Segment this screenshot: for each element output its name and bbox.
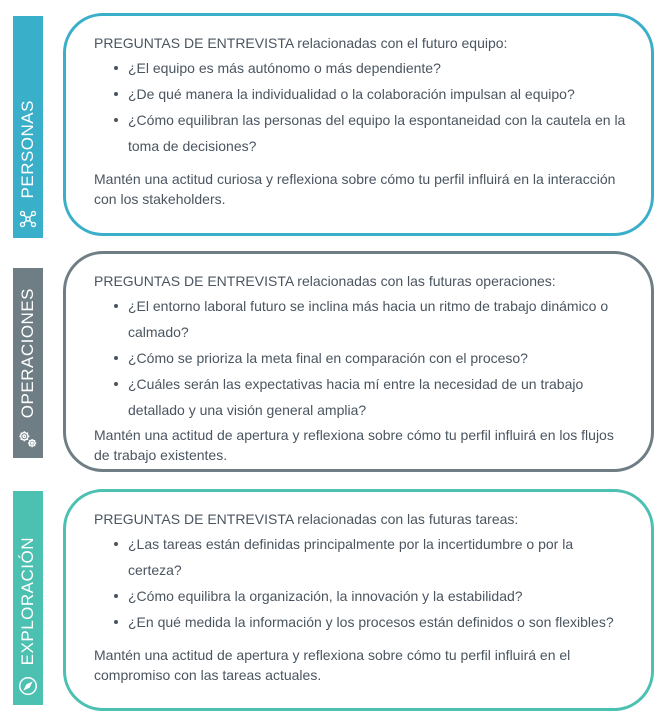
intro-text: PREGUNTAS DE ENTREVISTA relacionadas con las futuras operaciones: <box>94 273 556 289</box>
question-list <box>94 55 627 159</box>
list-item: ¿Cómo se prioriza la meta final en comparación con el proceso? <box>114 345 627 371</box>
list-item: ¿El equipo es más autónomo o más dependiente? <box>114 55 627 81</box>
tab-label-operaciones: OPERACIONES <box>18 287 37 418</box>
list-item: ¿Cuáles serán las expectativas hacia mí entre la necesidad de un trabajo detallado y una visión general amplia? <box>114 371 627 423</box>
card-personas <box>63 13 654 236</box>
intro-text: PREGUNTAS DE ENTREVISTA relacionadas con el futuro equipo: <box>94 35 508 51</box>
list-item: ¿De qué manera la individualidad o la colaboración impulsan al equipo? <box>114 81 627 107</box>
closing-text: Mantén una actitud curiosa y reflexiona sobre cómo tu perfil influirá en la interacción con los stakeholders. <box>94 170 616 207</box>
list-item: ¿Las tareas están definidas principalmente por la incertidumbre o por la certeza? <box>114 531 627 583</box>
people-network-icon <box>17 208 39 230</box>
intro-text: PREGUNTAS DE ENTREVISTA relacionadas con las futuras tareas: <box>94 511 519 527</box>
gears-icon <box>17 428 39 450</box>
tab-operaciones <box>13 268 43 458</box>
list-item: ¿El entorno laboral futuro se inclina más hacia un ritmo de trabajo dinámico o calmado? <box>114 293 627 345</box>
compass-icon <box>17 675 39 697</box>
tab-label-personas: PERSONAS <box>18 99 37 198</box>
card-exploracion <box>63 489 654 711</box>
list-item: ¿Cómo equilibran las personas del equipo la espontaneidad con la cautela en la toma de decisiones? <box>114 107 627 159</box>
question-list <box>94 531 627 635</box>
tab-exploracion <box>13 491 43 705</box>
list-item: ¿Cómo equilibra la organización, la innovación y la estabilidad? <box>114 583 627 609</box>
closing-text: Mantén una actitud de apertura y reflexiona sobre cómo tu perfil influirá en el compromiso con las tareas actuales. <box>94 646 571 683</box>
closing-text: Mantén una actitud de apertura y reflexiona sobre cómo tu perfil influirá en los flujos de trabajo existentes. <box>94 426 614 463</box>
question-list <box>94 293 627 423</box>
list-item: ¿En qué medida la información y los procesos están definidos o son flexibles? <box>114 609 627 635</box>
tab-personas <box>13 16 43 238</box>
tab-label-exploracion: EXPLORACIÓN <box>18 536 37 665</box>
card-operaciones <box>63 251 654 472</box>
